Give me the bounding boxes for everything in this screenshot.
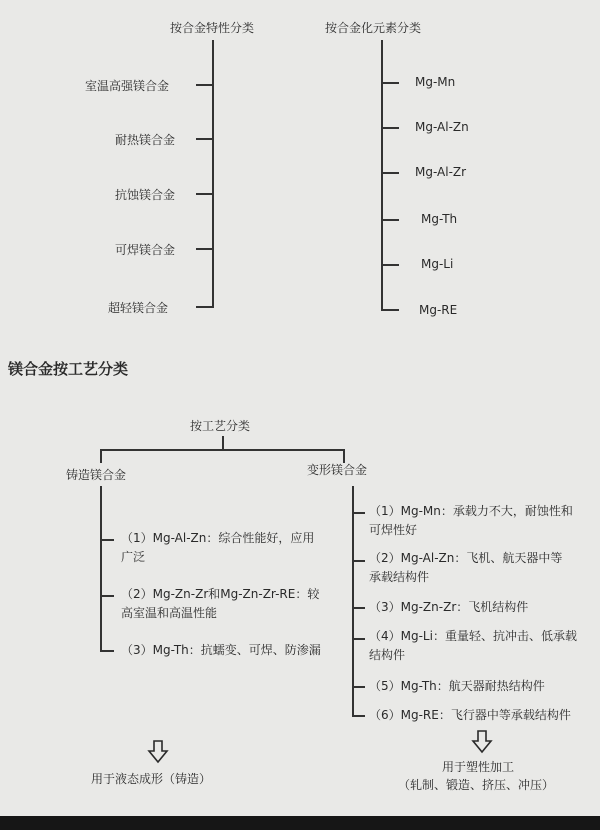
element-item: Mg-Al-Zn: [415, 120, 469, 134]
property-branch: [196, 193, 213, 195]
element-branch: [381, 172, 399, 174]
element-classification-title: 按合金化元素分类: [325, 21, 422, 35]
cast-branch: [100, 595, 114, 597]
wrought-branch: [352, 512, 365, 514]
process-split-bar: [100, 449, 344, 451]
wrought-item: （1）Mg-Mn：承载力不大，耐蚀性和可焊性好: [369, 504, 573, 537]
cast-branch: [100, 650, 114, 652]
wrought-item: （4）Mg-Li：重量轻、抗冲击、低承载结构件: [369, 629, 577, 662]
process-root-label: 按工艺分类: [190, 419, 251, 433]
down-arrow-icon: [471, 730, 493, 754]
process-root-stem: [222, 436, 224, 450]
cast-item: （3）Mg-Th：抗蠕变、可焊、防渗漏: [121, 643, 321, 657]
wrought-item: （2）Mg-Al-Zn：飞机、航天器中等承载结构件: [369, 551, 563, 584]
cast-alloy-title: 铸造镁合金: [66, 468, 127, 482]
element-branch: [381, 82, 399, 84]
property-item: 超轻镁合金: [108, 301, 169, 315]
wrought-branch: [352, 560, 365, 562]
property-branch: [196, 306, 213, 308]
process-right-drop: [343, 449, 345, 463]
element-item: Mg-Mn: [415, 75, 456, 89]
wrought-usage-line2: （轧制、锻造、挤压、冲压）: [398, 778, 555, 792]
cast-item: （2）Mg-Zn-Zr和Mg-Zn-Zr-RE：较高室温和高温性能: [121, 587, 320, 620]
down-arrow-icon: [147, 740, 169, 764]
element-item: Mg-Li: [421, 257, 454, 271]
wrought-alloy-title: 变形镁合金: [307, 463, 368, 477]
element-branch: [381, 309, 399, 311]
property-tree-trunk: [212, 40, 214, 308]
property-classification-title: 按合金特性分类: [170, 21, 255, 35]
wrought-item: （3）Mg-Zn-Zr：飞机结构件: [369, 600, 529, 614]
cast-usage: 用于液态成形（铸造）: [91, 772, 212, 786]
wrought-item: （5）Mg-Th：航天器耐热结构件: [369, 679, 545, 693]
section-heading: 镁合金按工艺分类: [8, 360, 129, 378]
property-branch: [196, 84, 213, 86]
property-item: 可焊镁合金: [115, 243, 176, 257]
process-left-drop: [100, 449, 102, 463]
wrought-item: （6）Mg-RE：飞行器中等承载结构件: [369, 708, 571, 722]
cast-branch: [100, 539, 114, 541]
cast-item: （1）Mg-Al-Zn：综合性能好，应用广泛: [121, 531, 315, 564]
bottom-edge: [0, 816, 600, 830]
property-item: 抗蚀镁合金: [115, 188, 176, 202]
wrought-branch: [352, 715, 365, 717]
element-tree-trunk: [381, 40, 383, 310]
cast-trunk: [100, 486, 102, 651]
element-branch: [381, 127, 399, 129]
wrought-branch: [352, 607, 365, 609]
property-item: 室温高强镁合金: [85, 79, 170, 93]
wrought-usage-line1: 用于塑性加工: [442, 760, 515, 774]
element-branch: [381, 264, 399, 266]
property-item: 耐热镁合金: [115, 133, 176, 147]
property-branch: [196, 248, 213, 250]
wrought-branch: [352, 686, 365, 688]
wrought-trunk: [352, 486, 354, 716]
element-item: Mg-Th: [421, 212, 458, 226]
element-item: Mg-RE: [419, 303, 458, 317]
element-branch: [381, 219, 399, 221]
wrought-branch: [352, 638, 365, 640]
property-branch: [196, 138, 213, 140]
element-item: Mg-Al-Zr: [415, 165, 467, 179]
